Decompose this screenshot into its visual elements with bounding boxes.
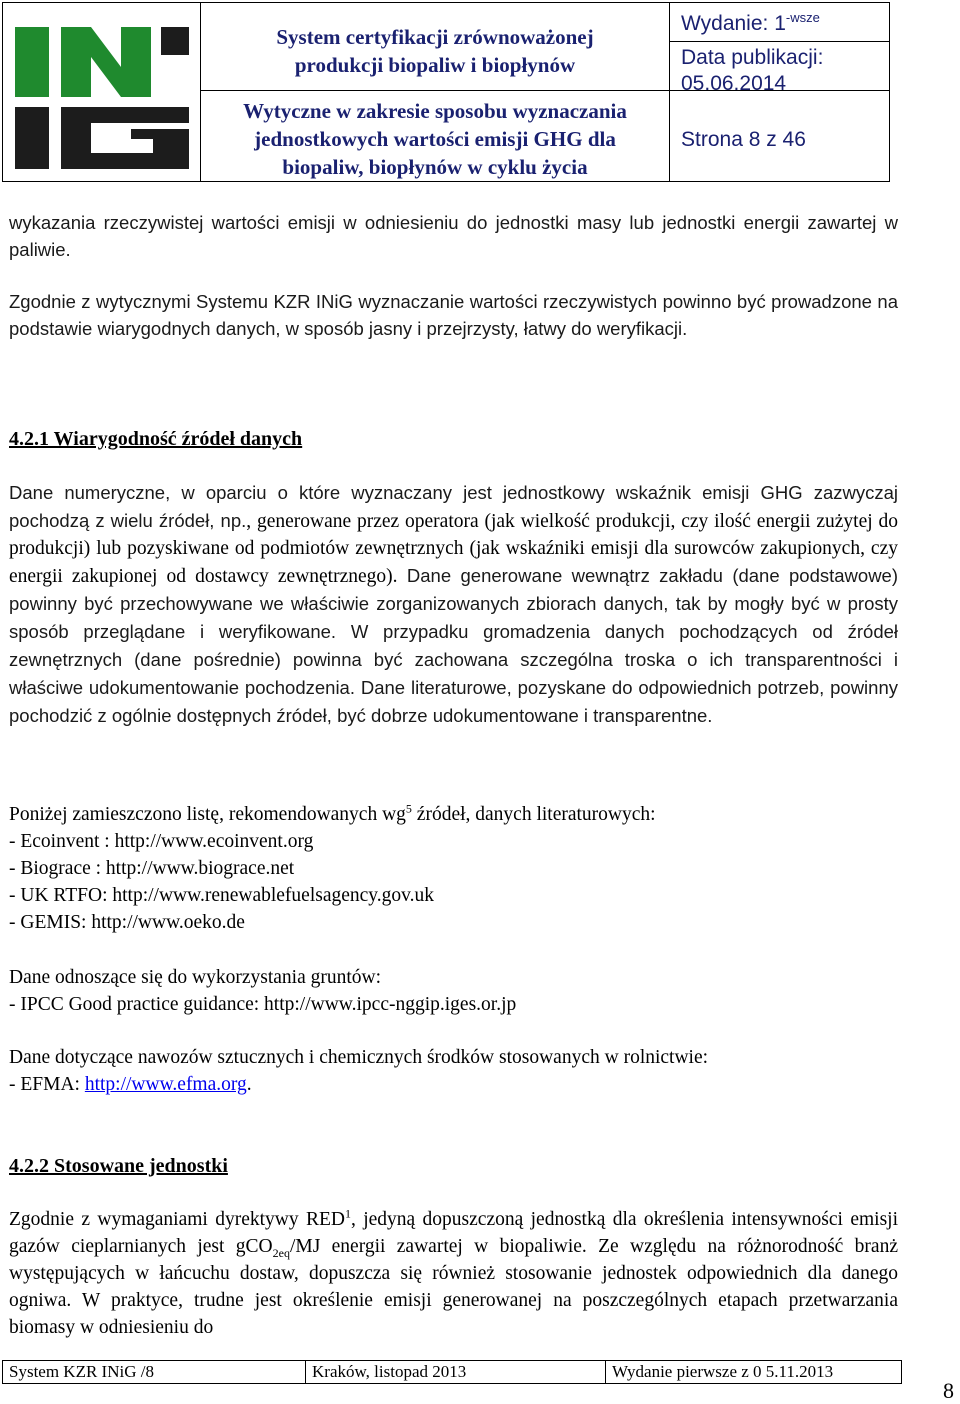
section-heading-4-2-1: 4.2.1 Wiarygodność źródeł danych — [9, 428, 303, 450]
literature-sources — [9, 801, 898, 936]
list-intro: Poniżej zamieszczono listę, rekomendowanych $wg^5$ źródeł, danych literaturowych: — [9, 801, 656, 825]
list-intro: Dane odnoszące się do wykorzystania gruntów: — [9, 967, 382, 988]
edition-label: Wydanie: $1^{-wsze}$ — [681, 10, 820, 35]
paragraph: Zgodnie z wytycznymi Systemu KZR INiG wyznaczanie wartości rzeczywistych powinno być prowadzone na podstawie wiarygodnych danych, w sposób jasny i przejrzysty, łatwy do weryfikacji. — [9, 291, 898, 339]
paragraph: wykazania rzeczywistej wartości emisji w odniesieniu do jednostki masy lub jednostki energii zawartej w paliwie. — [9, 212, 898, 260]
footer-system: System KZR INiG /8 — [9, 1362, 154, 1381]
land-use-sources — [9, 964, 898, 1018]
document-footer — [2, 1360, 902, 1384]
list-item: - IPCC Good practice guidance: http://www.ipcc-nggip.iges.or.jp — [9, 994, 517, 1015]
list-item: - GEMIS: http://www.oeko.de — [9, 912, 245, 933]
page-number: 8 — [943, 1378, 954, 1403]
list-intro: Dane dotyczące nawozów sztucznych i chemicznych środków stosowanych w rolnictwie: — [9, 1047, 709, 1068]
footer-location-date: Kraków, listopad 2013 — [305, 1361, 605, 1383]
list-item: - Biograce : http://www.biograce.net — [9, 858, 295, 879]
footer-edition: Wydanie pierwsze z 0 5.11.2013 — [605, 1361, 901, 1383]
fertilizer-sources — [9, 1044, 898, 1098]
header-divider — [669, 3, 670, 181]
paragraph-units: Zgodnie z wymaganiami dyrektywy RED$^1$, jedyną dopuszczoną jednostką dla określenia intensywności emisji gazów cieplarnianych jest gCO$_{2eq}$/MJ energii zawartej w biopaliwie. Ze względu na różnorodność branż występujących w łańcuchu dostaw, dopuszcza się również stosowanie jednostek odpowiednich dla danego ogniwa. W praktyce, trudne jest określenie emisji generowanej na poszczególnych etapach przetwarzania biomasy w odniesieniu do — [9, 1206, 898, 1338]
header-divider — [669, 41, 889, 42]
inig-logo — [13, 11, 193, 175]
paragraph-data-reliability: Dane numeryczne, w oparciu o które wyznaczany jest jednostkowy wskaźnik emisji GHG zazwyczaj pochodzą z wielu źródeł, np., generowane przez operatora (jak wielkość produkcji, czy ilość energii zużytej do produkcji) lub pozyskiwane od podmiotów zewnętrznych (jak wskaźniki emisji dla surowców zakupionych, czy energii zakupionej od dostawcy zewnętrznego). Dane generowane wewnątrz zakładu (dane podstawowe) powinny być przechowywane we właściwie zorganizowanych zbiorach danych, tak by mogły być w prosty sposób przeglądane i weryfikowane. W przypadku gromadzenia danych pochodzących od źródeł zewnętrznych (dane pośrednie) powinna być zachowana szczególna troska o ich transparentności i właściwe udokumentowanie pochodzenia. Dane literaturowe, pozyskane do odpowiednich potrzeb, powinny pochodzić z ogólnie dostępnych źródeł, być dobrze udokumentowane i transparentne. — [9, 482, 899, 726]
guide-title: Wytyczne w zakresie sposobu wyznaczania jednostkowych wartości emisji GHG dla biopaliw, biopłynów w cyklu życia — [243, 99, 627, 179]
list-item: - Ecoinvent : http://www.ecoinvent.org — [9, 831, 314, 852]
system-title: System certyfikacji zrównoważonej produkcji biopaliw i biopłynów — [276, 25, 594, 77]
list-item: - UK RTFO: http://www.renewablefuelsagency.gov.uk — [9, 885, 435, 906]
efma-link[interactable]: http://www.efma.org — [84, 1074, 247, 1095]
document-header — [2, 2, 890, 182]
page-label: Strona 8 z 46 — [681, 128, 806, 151]
publication-date: Data publikacji: 05.06.2014 — [681, 46, 824, 95]
section-heading-4-2-2: 4.2.2 Stosowane jednostki — [9, 1155, 228, 1177]
list-item: - EFMA: http://www.efma.org. — [9, 1074, 252, 1095]
